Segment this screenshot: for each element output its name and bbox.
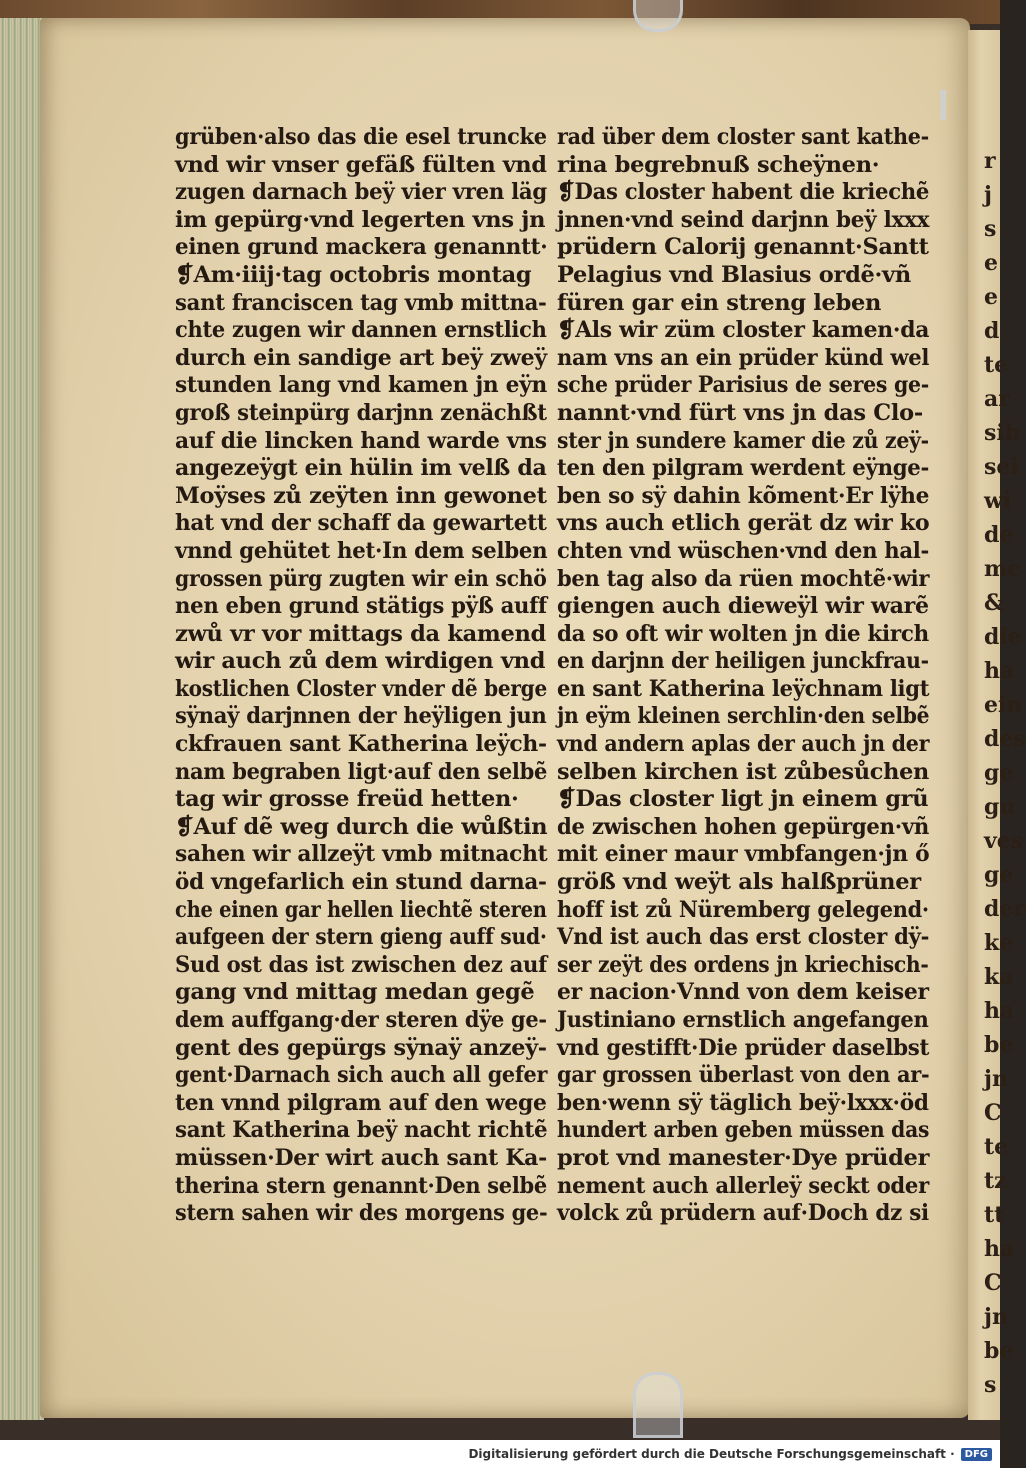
text-line: gar grossen überlast von den ar- (557, 1062, 930, 1089)
text-line: en darjnn der heiligen junckfrau- (557, 648, 929, 675)
text-line: sche prüder Parisius de seres ge- (557, 372, 929, 399)
text-line: vns auch etlich gerät dz wir ko (557, 510, 930, 537)
next-page-fragment: j (984, 182, 992, 208)
next-page-fragment: ha (984, 1236, 1015, 1262)
text-line: de zwischen hohen gepürgen·vñ (557, 813, 930, 840)
text-line: ❡Das closter habent die kriechẽ (557, 179, 930, 206)
next-page-fragment: ves (984, 828, 1024, 854)
next-page-fragment: jn (984, 1304, 1008, 1330)
text-line: ser zeÿt des ordens jn kriechisch- (557, 951, 929, 978)
next-page-fragment: die (984, 624, 1022, 650)
text-line: rad über dem closter sant kathe- (557, 124, 929, 150)
text-line: nen eben grund stätigs pÿß auff (175, 593, 547, 620)
text-line: zwů vr vor mittags da kamend (175, 620, 546, 647)
text-line: dem auffgang·der steren dÿe ge- (175, 1007, 547, 1033)
text-column-left (175, 124, 548, 1228)
next-page-fragment: e (984, 284, 998, 310)
text-line: Vnd ist auch das erst closter dÿ- (557, 924, 930, 951)
next-page-fragment: der (984, 896, 1025, 922)
text-line: rina begrebnuß scheÿnen· (557, 151, 880, 178)
text-line: sÿnaÿ darjnnen der heÿligen jun (175, 703, 547, 730)
text-line: sahen wir allzeÿt vmb mitnacht (175, 841, 548, 868)
text-line: größ vnd weÿt als halßprüner (557, 869, 921, 896)
text-line: prüdern Calorij genannt·Santt (557, 234, 929, 261)
text-line: angezeÿgt ein hülin im velß da (175, 455, 547, 482)
next-page-fragment: ke (984, 930, 1014, 956)
next-page-fragment: ge (984, 760, 1014, 786)
text-line: ❡Auf dẽ weg durch die wůßtin (175, 813, 548, 840)
text-line: vnnd gehütet het·In dem selben (175, 537, 548, 564)
footer-bar (0, 1440, 1000, 1468)
next-page-fragment: wi (984, 488, 1012, 514)
text-line: ben so sÿ dahin kõment·Er lÿhe (557, 482, 930, 509)
dfg-logo: DFG (961, 1448, 992, 1461)
next-page-fragment: tz (984, 1168, 1007, 1194)
funding-credit: Digitalisierung gefördert durch die Deutsche Forschungsgemeinschaft · (468, 1447, 955, 1461)
next-page-fragment: des (984, 726, 1026, 752)
text-line: selben kirchen ist zůbesůchen (557, 758, 930, 785)
text-line: ❡Am·iiij·tag octobris montag (175, 261, 532, 288)
text-line: ckfrauen sant Katherina leÿch- (175, 731, 547, 758)
text-line: en sant Katherina leÿchnam ligt (557, 675, 930, 702)
text-line: groß steinpürg darjnn zenächßt (175, 399, 547, 426)
text-line: wir auch zů dem wirdigen vnd (175, 648, 546, 675)
text-line: ten vnnd pilgram auf den wege (175, 1089, 547, 1116)
text-line: hundert arben geben müssen das (557, 1117, 930, 1144)
next-page-fragment: jn (984, 1066, 1008, 1092)
text-line: nam begraben ligt·auf den selbẽ (175, 758, 548, 785)
text-line: auf die lincken hand warde vns (175, 427, 547, 454)
text-line: mit einer maur vmbfangen·jn ő (557, 841, 930, 868)
text-line: hoff ist zů Nüremberg gelegend· (557, 896, 929, 923)
next-page-fragment: & (984, 590, 1004, 616)
text-line: durch ein sandige art beÿ zweÿ (175, 344, 547, 371)
text-line: tag wir grosse freüd hetten· (175, 786, 519, 813)
text-line: aufgeen der stern gieng auff sud· (175, 924, 547, 951)
text-line: ❡Als wir züm closter kamen·da (557, 317, 930, 344)
next-page-fragment: be (984, 1032, 1014, 1058)
next-page-fragment: ein (984, 692, 1023, 718)
text-line: gent des gepürgs sÿnaÿ anzeÿ- (175, 1034, 547, 1061)
text-line: ❡Das closter ligt jn einem grũ (557, 786, 929, 813)
next-page-fragment: C (984, 1100, 1002, 1126)
next-page-fragment: tt (984, 1202, 1005, 1228)
text-line: er nacion·Vnnd von dem keiser (557, 979, 929, 1006)
next-page-fragment: C (984, 1270, 1002, 1296)
text-line: chte zugen wir dannen ernstlich (175, 317, 547, 344)
text-line: sant Katherina beÿ nacht richtẽ (175, 1117, 548, 1144)
text-column-right (557, 124, 930, 1228)
text-line: ster jn sundere kamer die zů zeÿ- (557, 427, 929, 454)
text-line: müssen·Der wirt auch sant Ka- (175, 1144, 547, 1171)
text-line: Justiniano ernstlich angefangen (557, 1007, 929, 1033)
text-line: einen grund mackera genanntt· (175, 234, 548, 261)
text-line: ben·wenn sÿ täglich beÿ·lxxx·öd (557, 1089, 929, 1116)
next-page-fragment: e (984, 250, 998, 276)
text-line: che einen gar hellen liechtẽ steren (175, 896, 547, 923)
next-page-fragment: sei (984, 454, 1019, 480)
text-line: jnnen·vnd seind darjnn beÿ lxxx (557, 206, 930, 233)
next-page-fragment: r (984, 148, 996, 174)
text-line: öd vngefarlich ein stund darna- (175, 869, 547, 896)
text-line: da so oft wir wolten jn die kirch (557, 620, 929, 647)
text-line: hat vnd der schaff da gewartett (175, 510, 547, 537)
next-page-fragment: s (984, 1372, 997, 1398)
next-page-fragment: d (984, 318, 1000, 344)
text-line: Sud ost das ist zwischen dez auf (175, 951, 547, 978)
next-page-sliver (968, 30, 1026, 1420)
page-marker (940, 90, 946, 120)
text-line: stern sahen wir des morgens ge- (175, 1200, 548, 1227)
text-line: therina stern genannt·Den selbẽ (175, 1172, 547, 1199)
text-line: gent·Darnach sich auch all gefer (175, 1062, 548, 1089)
text-line: im gepürg·vnd legerten vns jn (175, 206, 546, 233)
text-line: vnd gestifft·Die prüder daselbst (557, 1034, 930, 1061)
next-page-fragment: te (984, 352, 1009, 378)
text-line: volck zů prüdern auf·Doch dz si (557, 1200, 929, 1227)
text-line: ten den pilgram werdent eÿnge- (557, 455, 930, 482)
text-line: jn eÿm kleinen serchlin·den selbẽ (557, 703, 930, 730)
text-line: Pelagius vnd Blasius ordẽ·vñ (557, 261, 911, 288)
text-line: nannt·vnd fürt vns jn das Clo- (557, 399, 923, 426)
next-page-fragment: me (984, 556, 1022, 582)
next-page-fragment: te (984, 1134, 1009, 1160)
text-line: Moÿses zů zeÿten inn gewonet (175, 482, 547, 509)
book-clamp-bottom (633, 1372, 683, 1438)
text-line: stunden lang vnd kamen jn eÿn (175, 372, 547, 399)
next-page-fragment: ka (984, 964, 1014, 990)
next-page-fragment: ha (984, 658, 1015, 684)
text-line: chten vnd wüschen·vnd den hal- (557, 537, 929, 564)
text-line: grüben·also das die esel truncke (175, 124, 547, 150)
text-line: giengen auch dieweÿl wir warẽ (557, 593, 929, 620)
next-page-fragment: ar (984, 386, 1010, 412)
text-line: vnd andern aplas der auch jn der (557, 731, 930, 758)
text-line: zugen darnach beÿ vier vren läg (175, 179, 547, 206)
next-page-fragment: de (984, 522, 1014, 548)
text-line: kostlichen Closter vnder dẽ berge (175, 675, 547, 702)
next-page-fragment: gu (984, 794, 1016, 820)
text-line: vnd wir vnser gefäß fülten vnd (175, 151, 547, 178)
next-page-fragment: be (984, 1338, 1014, 1364)
next-page-fragment: ha (984, 998, 1015, 1024)
next-page-fragment: s (984, 216, 997, 242)
text-line: ben tag also da rüen mochtẽ·wir (557, 565, 930, 592)
next-page-fragment: ge (984, 862, 1014, 888)
text-line: füren gar ein streng leben (557, 289, 882, 316)
next-page-fragment: sib (984, 420, 1021, 446)
page-stack-edge (0, 18, 44, 1420)
text-line: prot vnd manester·Dye prüder (557, 1144, 930, 1171)
text-line: nement auch allerleÿ seckt oder (557, 1172, 929, 1199)
text-line: grossen pürg zugten wir ein schö (175, 565, 547, 592)
text-line: nam vns an ein prüder künd wel (557, 344, 930, 371)
text-line: gang vnd mittag medan gegẽ (175, 979, 535, 1006)
text-line: sant franciscen tag vmb mittna- (175, 289, 547, 316)
